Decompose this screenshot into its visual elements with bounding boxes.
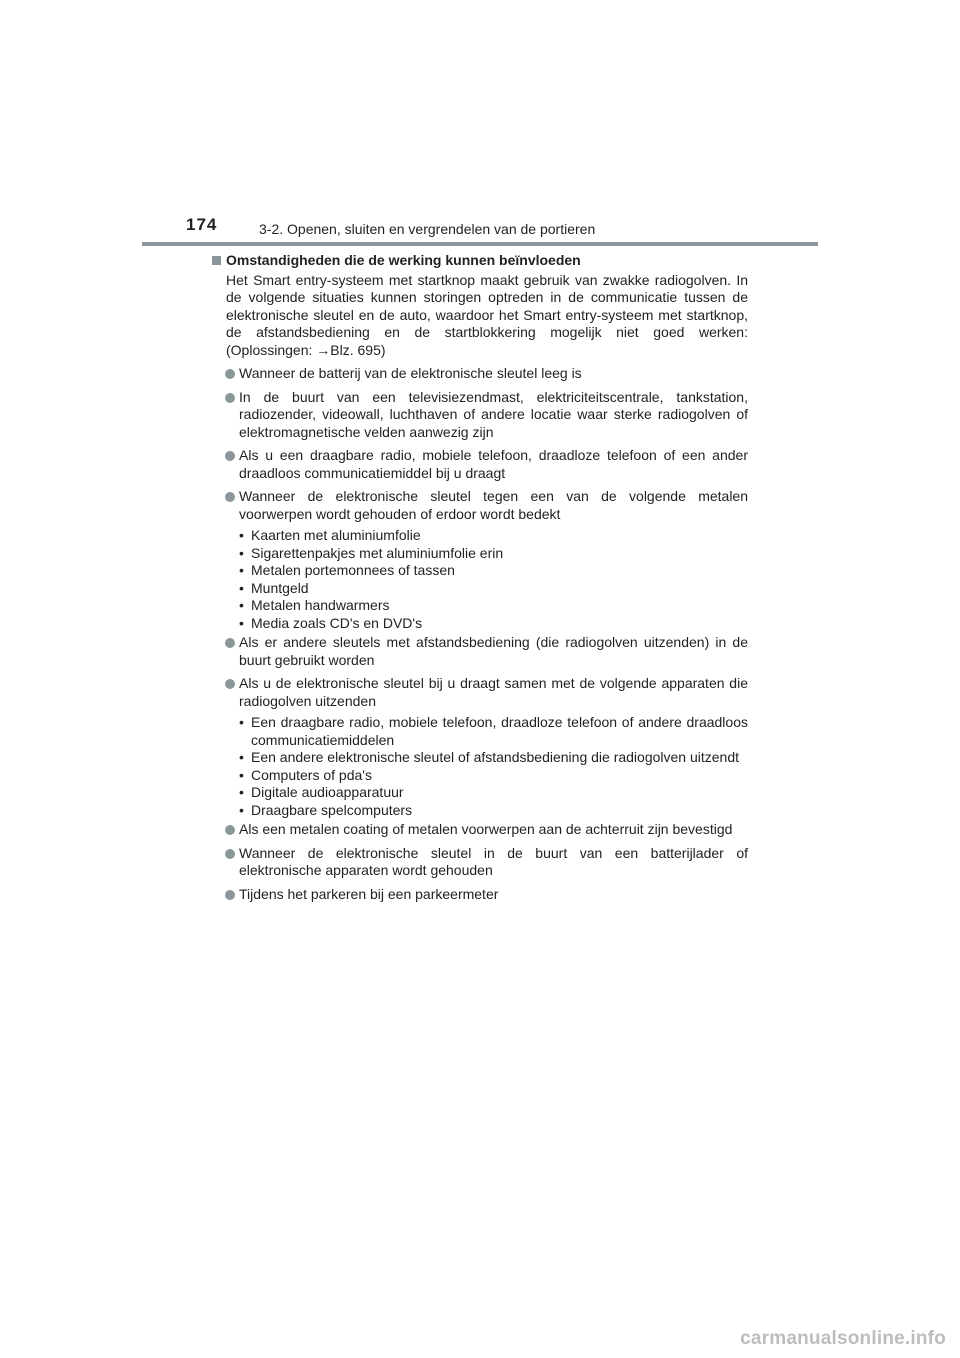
page-number: 174 bbox=[186, 215, 218, 234]
sub-bullet-marker: • bbox=[239, 749, 244, 765]
sub-list-text: Kaarten met aluminiumfolie bbox=[251, 527, 421, 543]
round-bullet-icon bbox=[225, 638, 235, 648]
round-bullet-icon bbox=[225, 393, 235, 403]
round-bullet-icon bbox=[225, 492, 235, 502]
sub-list-item bbox=[212, 802, 748, 820]
sub-list-item bbox=[212, 784, 748, 802]
bullet-text: Als een metalen coating of metalen voorwerpen aan de achterruit zijn bevestigd bbox=[239, 821, 733, 837]
main-content bbox=[212, 252, 748, 909]
bullet-item bbox=[212, 365, 748, 383]
bullet-item bbox=[212, 389, 748, 442]
section-heading bbox=[212, 252, 748, 270]
bullet-text: Wanneer de batterij van de elektronische sleutel leeg is bbox=[239, 365, 582, 381]
round-bullet-icon bbox=[225, 890, 235, 900]
bullet-text: Als u de elektronische sleutel bij u draagt samen met de volgende apparaten die radiogolven uitzenden bbox=[239, 675, 748, 709]
bullet-item bbox=[212, 845, 748, 880]
round-bullet-icon bbox=[225, 369, 235, 379]
bullet-item bbox=[212, 447, 748, 482]
header-divider bbox=[142, 242, 818, 246]
sub-list-text: Muntgeld bbox=[251, 579, 309, 596]
sub-list-item bbox=[212, 562, 748, 580]
sub-list-text: Sigarettenpakjes met aluminiumfolie erin bbox=[251, 544, 504, 561]
bullet-text: Als er andere sleutels met afstandsbediening (die radiogolven uitzenden) in de buurt gebruikt worden bbox=[239, 634, 748, 668]
sub-list-text: Digitale audioapparatuur bbox=[251, 784, 404, 800]
sub-bullet-marker: • bbox=[239, 784, 244, 800]
sub-list-item bbox=[212, 767, 748, 785]
sub-list-text: Metalen portemonnees of tassen bbox=[251, 562, 455, 578]
sub-list-item bbox=[212, 545, 748, 563]
bullet-text: Wanneer de elektronische sleutel tegen een van de volgende metalen voorwerpen wordt gehouden of erdoor wordt bedekt bbox=[239, 488, 748, 522]
sub-list-item bbox=[212, 714, 748, 749]
bullet-item bbox=[212, 675, 748, 710]
sub-list-text: Media zoals CD's en DVD's bbox=[251, 614, 423, 631]
watermark: carmanualsonline.info bbox=[740, 1328, 946, 1349]
bullet-text: In de buurt van een televisiezendmast, elektriciteitscentrale, tankstation, radiozender, videowall, luchthaven of andere locatie waar sterke radiogolven of elektromagnetische velden aanwezig zijn bbox=[239, 388, 748, 440]
bullet-item bbox=[212, 886, 748, 904]
bullet-item bbox=[212, 821, 748, 839]
round-bullet-icon bbox=[225, 679, 235, 689]
sub-list-item bbox=[212, 580, 748, 598]
bullet-item bbox=[212, 634, 748, 669]
sub-bullet-marker: • bbox=[239, 544, 244, 561]
sub-list-item bbox=[212, 597, 748, 615]
bullet-text: Als u een draagbare radio, mobiele telefoon, draadloze telefoon of een ander draadloos communicatiemiddel bij u draagt bbox=[239, 447, 748, 481]
sub-bullet-marker: • bbox=[239, 614, 244, 631]
sub-bullet-marker: • bbox=[239, 714, 244, 730]
sub-bullet-marker: • bbox=[239, 527, 244, 543]
section-title: 3-2. Openen, sluiten en vergrendelen van de portieren bbox=[259, 221, 596, 237]
bullet-text: Tijdens het parkeren bij een parkeermeter bbox=[239, 885, 499, 902]
bullet-list bbox=[212, 365, 748, 903]
round-bullet-icon bbox=[225, 825, 235, 835]
sub-list bbox=[212, 714, 748, 819]
round-bullet-icon bbox=[225, 849, 235, 859]
bullet-text: Wanneer de elektronische sleutel in de buurt van een batterijlader of elektronische apparaten wordt gehouden bbox=[239, 844, 748, 878]
sub-list-item bbox=[212, 527, 748, 545]
sub-list bbox=[212, 527, 748, 632]
sub-list-item bbox=[212, 749, 748, 767]
sub-list-text: Computers of pda's bbox=[251, 766, 372, 783]
sub-list-text: Draagbare spelcomputers bbox=[251, 801, 413, 818]
round-bullet-icon bbox=[225, 451, 235, 461]
sub-bullet-marker: • bbox=[239, 766, 244, 783]
section-heading-text: Omstandigheden die de werking kunnen beïnvloeden bbox=[226, 252, 581, 268]
sub-bullet-marker: • bbox=[239, 597, 244, 613]
sub-list-text: Een draagbare radio, mobiele telefoon, draadloze telefoon of andere draadloos communicatiemiddelen bbox=[251, 714, 748, 748]
sub-bullet-marker: • bbox=[239, 562, 244, 578]
intro-paragraph: Het Smart entry-systeem met startknop maakt gebruik van zwakke radiogolven. In de volgende situaties kunnen storingen optreden in de communicatie tussen de elektronische sleutel en de auto, waardoor het Smart entry-systeem met startknop, de afstandsbediening en de startblokkering mogelijk niet goed werken: (Oplossingen: →Blz. 695) bbox=[226, 271, 748, 358]
square-bullet-icon bbox=[212, 256, 221, 265]
sub-list-text: Een andere elektronische sleutel of afstandsbediening die radiogolven uitzendt bbox=[251, 749, 740, 765]
sub-bullet-marker: • bbox=[239, 801, 244, 818]
sub-list-item bbox=[212, 615, 748, 633]
sub-bullet-marker: • bbox=[239, 579, 244, 596]
sub-list-text: Metalen handwarmers bbox=[251, 597, 390, 613]
bullet-item bbox=[212, 488, 748, 523]
